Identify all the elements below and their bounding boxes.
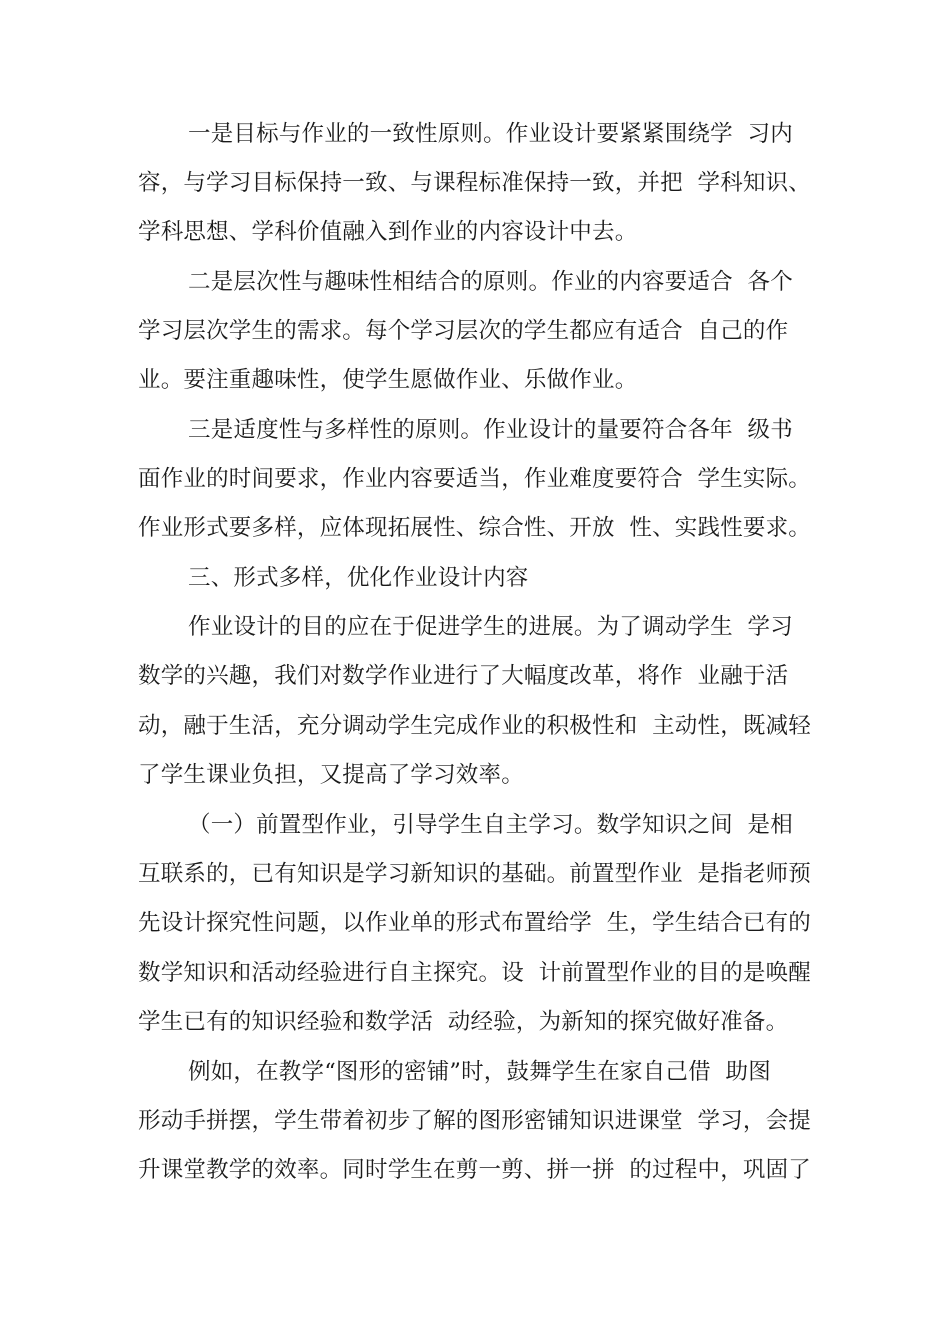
- paragraph-4-line-4: 了学生课业负担，又提高了学习效率。: [138, 762, 524, 788]
- paragraph-3-line-3: 作业形式要多样，应体现拓展性、综合性、开放 性、实践性要求。: [138, 515, 812, 541]
- paragraph-2-line-3: 业。要注重趣味性，使学生愿做作业、乐做作业。: [138, 367, 638, 393]
- paragraph-5-line-3: 先设计探究性问题，以作业单的形式布置给学 生，学生结合已有的: [138, 910, 812, 936]
- paragraph-6-line-3: 升课堂教学的效率。同时学生在剪一剪、拼一拼 的过程中，巩固了: [138, 1157, 812, 1183]
- paragraph-5-line-2: 互联系的，已有知识是学习新知识的基础。前置型作业 是指老师预: [138, 861, 812, 887]
- paragraph-5-line-4: 数学知识和活动经验进行自主探究。设 计前置型作业的目的是唤醒: [138, 960, 812, 986]
- paragraph-5-line-5: 学生已有的知识经验和数学活 动经验，为新知的探究做好准备。: [138, 1009, 789, 1035]
- section-heading: 三、形式多样，优化作业设计内容: [188, 565, 529, 591]
- paragraph-4-line-3: 动，融于生活，充分调动学生完成作业的积极性和 主动性，既减轻: [138, 713, 812, 739]
- paragraph-1-line-2: 容，与学习目标保持一致、与课程标准保持一致，并把 学科知识、: [138, 170, 812, 196]
- paragraph-4-line-1: 作业设计的目的应在于促进学生的进展。为了调动学生 学习: [188, 614, 793, 640]
- paragraph-2-line-2: 学习层次学生的需求。每个学习层次的学生都应有适合 自己的作: [138, 318, 789, 344]
- paragraph-4-line-2: 数学的兴趣，我们对数学作业进行了大幅度改革，将作 业融于活: [138, 663, 789, 689]
- paragraph-5-line-1: （一）前置型作业，引导学生自主学习。数学知识之间 是相: [188, 812, 793, 838]
- paragraph-1-line-1: 一是目标与作业的一致性原则。作业设计要紧紧围绕学 习内: [188, 121, 793, 147]
- paragraph-3-line-2: 面作业的时间要求，作业内容要适当，作业难度要符合 学生实际。: [138, 466, 812, 492]
- paragraph-1-line-3: 学科思想、学科价值融入到作业的内容设计中去。: [138, 219, 638, 245]
- paragraph-3-line-1: 三是适度性与多样性的原则。作业设计的量要符合各年 级书: [188, 417, 793, 443]
- paragraph-2-line-1: 二是层次性与趣味性相结合的原则。作业的内容要适合 各个: [188, 269, 793, 295]
- paragraph-6-line-1: 例如，在教学“图形的密铺”时，鼓舞学生在家自己借 助图: [188, 1059, 771, 1085]
- paragraph-6-line-2: 形动手拼摆，学生带着初步了解的图形密铺知识进课堂 学习，会提: [138, 1108, 812, 1134]
